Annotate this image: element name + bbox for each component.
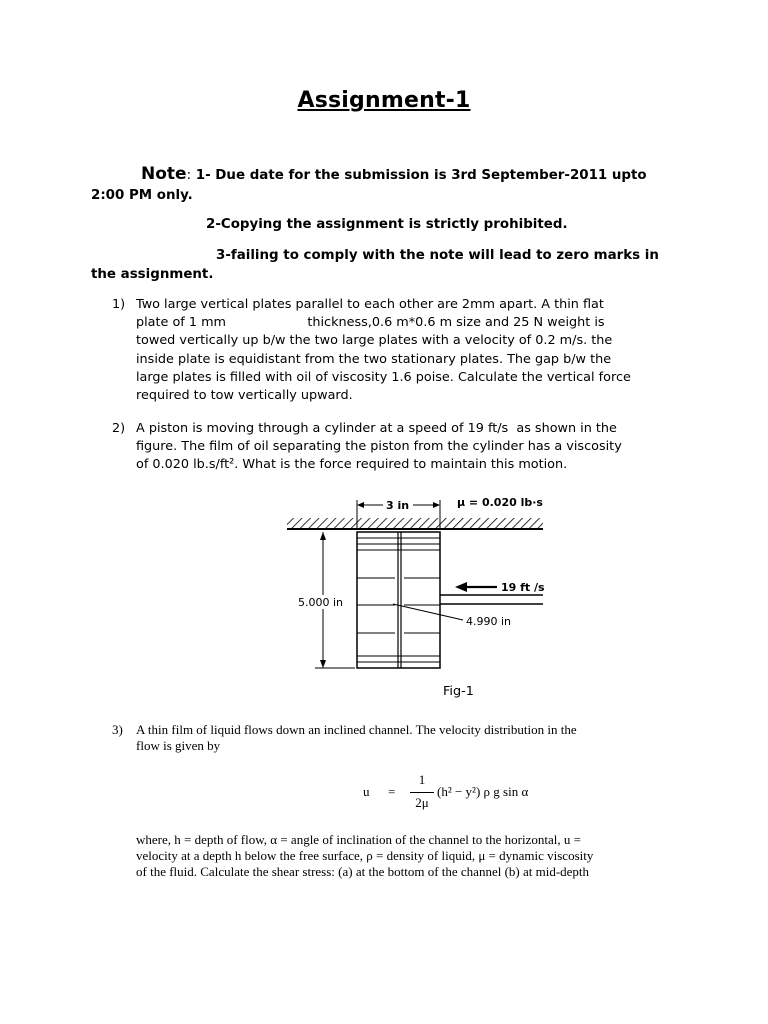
question-number: 3) (112, 722, 123, 737)
question-line: A piston is moving through a cylinder at a speed of 19 ft/s as shown in the (136, 421, 617, 436)
question-line: where, h = depth of flow, α = angle of inclination of the channel to the horizontal, u = (136, 832, 581, 847)
question-line: plate of 1 mm thickness,0.6 m*0.6 m size and 25 N weight is (136, 315, 605, 331)
question-line: Two large vertical plates parallel to each other are 2mm apart. A thin flat (136, 297, 604, 312)
note-colon: : (186, 168, 192, 183)
arrow-left-icon (455, 582, 467, 592)
label-diameter: 4.990 in (466, 615, 512, 628)
label-height: 5.000 in (298, 596, 344, 609)
cylinder-wall-hatch (287, 518, 543, 528)
note-label: Note (141, 164, 187, 184)
formula-lhs: u (363, 784, 370, 799)
fraction-bar (410, 792, 434, 793)
note-item-1-cont: 2:00 PM only. (91, 188, 193, 203)
question-line: required to tow vertically upward. (136, 388, 353, 404)
question-3-continued (112, 832, 682, 881)
piston-diagram (285, 492, 545, 674)
piston-figure (285, 492, 545, 674)
note-item-3-cont: the assignment. (91, 267, 214, 282)
note-item-2: 2-Copying the assignment is strictly prohibited. (206, 217, 568, 232)
question-number: 2) (112, 421, 126, 436)
page-title: Assignment-1 (297, 88, 471, 113)
question-2 (112, 420, 682, 475)
question-line: towed vertically up b/w the two large plates with a velocity of 0.2 m/s. the (136, 333, 613, 349)
formula-body: (h² − y²) ρ g sin α (437, 784, 529, 799)
formula-numerator: 1 (418, 772, 426, 787)
note-item-1: 1- Due date for the submission is 3rd September-2011 upto (195, 168, 647, 183)
label-width: 3 in (386, 499, 410, 512)
formula-denominator: 2μ (415, 795, 429, 810)
question-line: velocity at a depth h below the free surface, ρ = density of liquid, μ = dynamic viscosity (136, 848, 594, 864)
question-line: flow is given by (136, 738, 221, 754)
question-line: figure. The film of oil separating the piston from the cylinder has a viscosity (136, 439, 622, 455)
question-line: A thin film of liquid flows down an inclined channel. The velocity distribution in the (136, 722, 577, 737)
question-line: of 0.020 lb.s/ft². What is the force required to maintain this motion. (136, 457, 568, 473)
question-line: inside plate is equidistant from the two stationary plates. The gap b/w the (136, 351, 612, 367)
question-line: large plates is filled with oil of viscosity 1.6 poise. Calculate the vertical force (136, 369, 631, 385)
label-speed: 19 ft /s (501, 581, 545, 594)
question-1 (112, 296, 682, 405)
figure-caption: Fig-1 (443, 684, 474, 699)
question-number: 1) (112, 297, 126, 312)
question-line: of the fluid. Calculate the shear stress: (a) at the bottom of the channel (b) at mid-depth (136, 864, 590, 880)
question-3 (112, 722, 682, 754)
formula-equals: = (388, 784, 396, 799)
note-line-1 (141, 164, 647, 186)
note-item-3: 3-failing to comply with the note will lead to zero marks in (216, 248, 659, 263)
label-viscosity: μ = 0.020 lb·s (457, 496, 543, 509)
velocity-formula (360, 772, 560, 816)
